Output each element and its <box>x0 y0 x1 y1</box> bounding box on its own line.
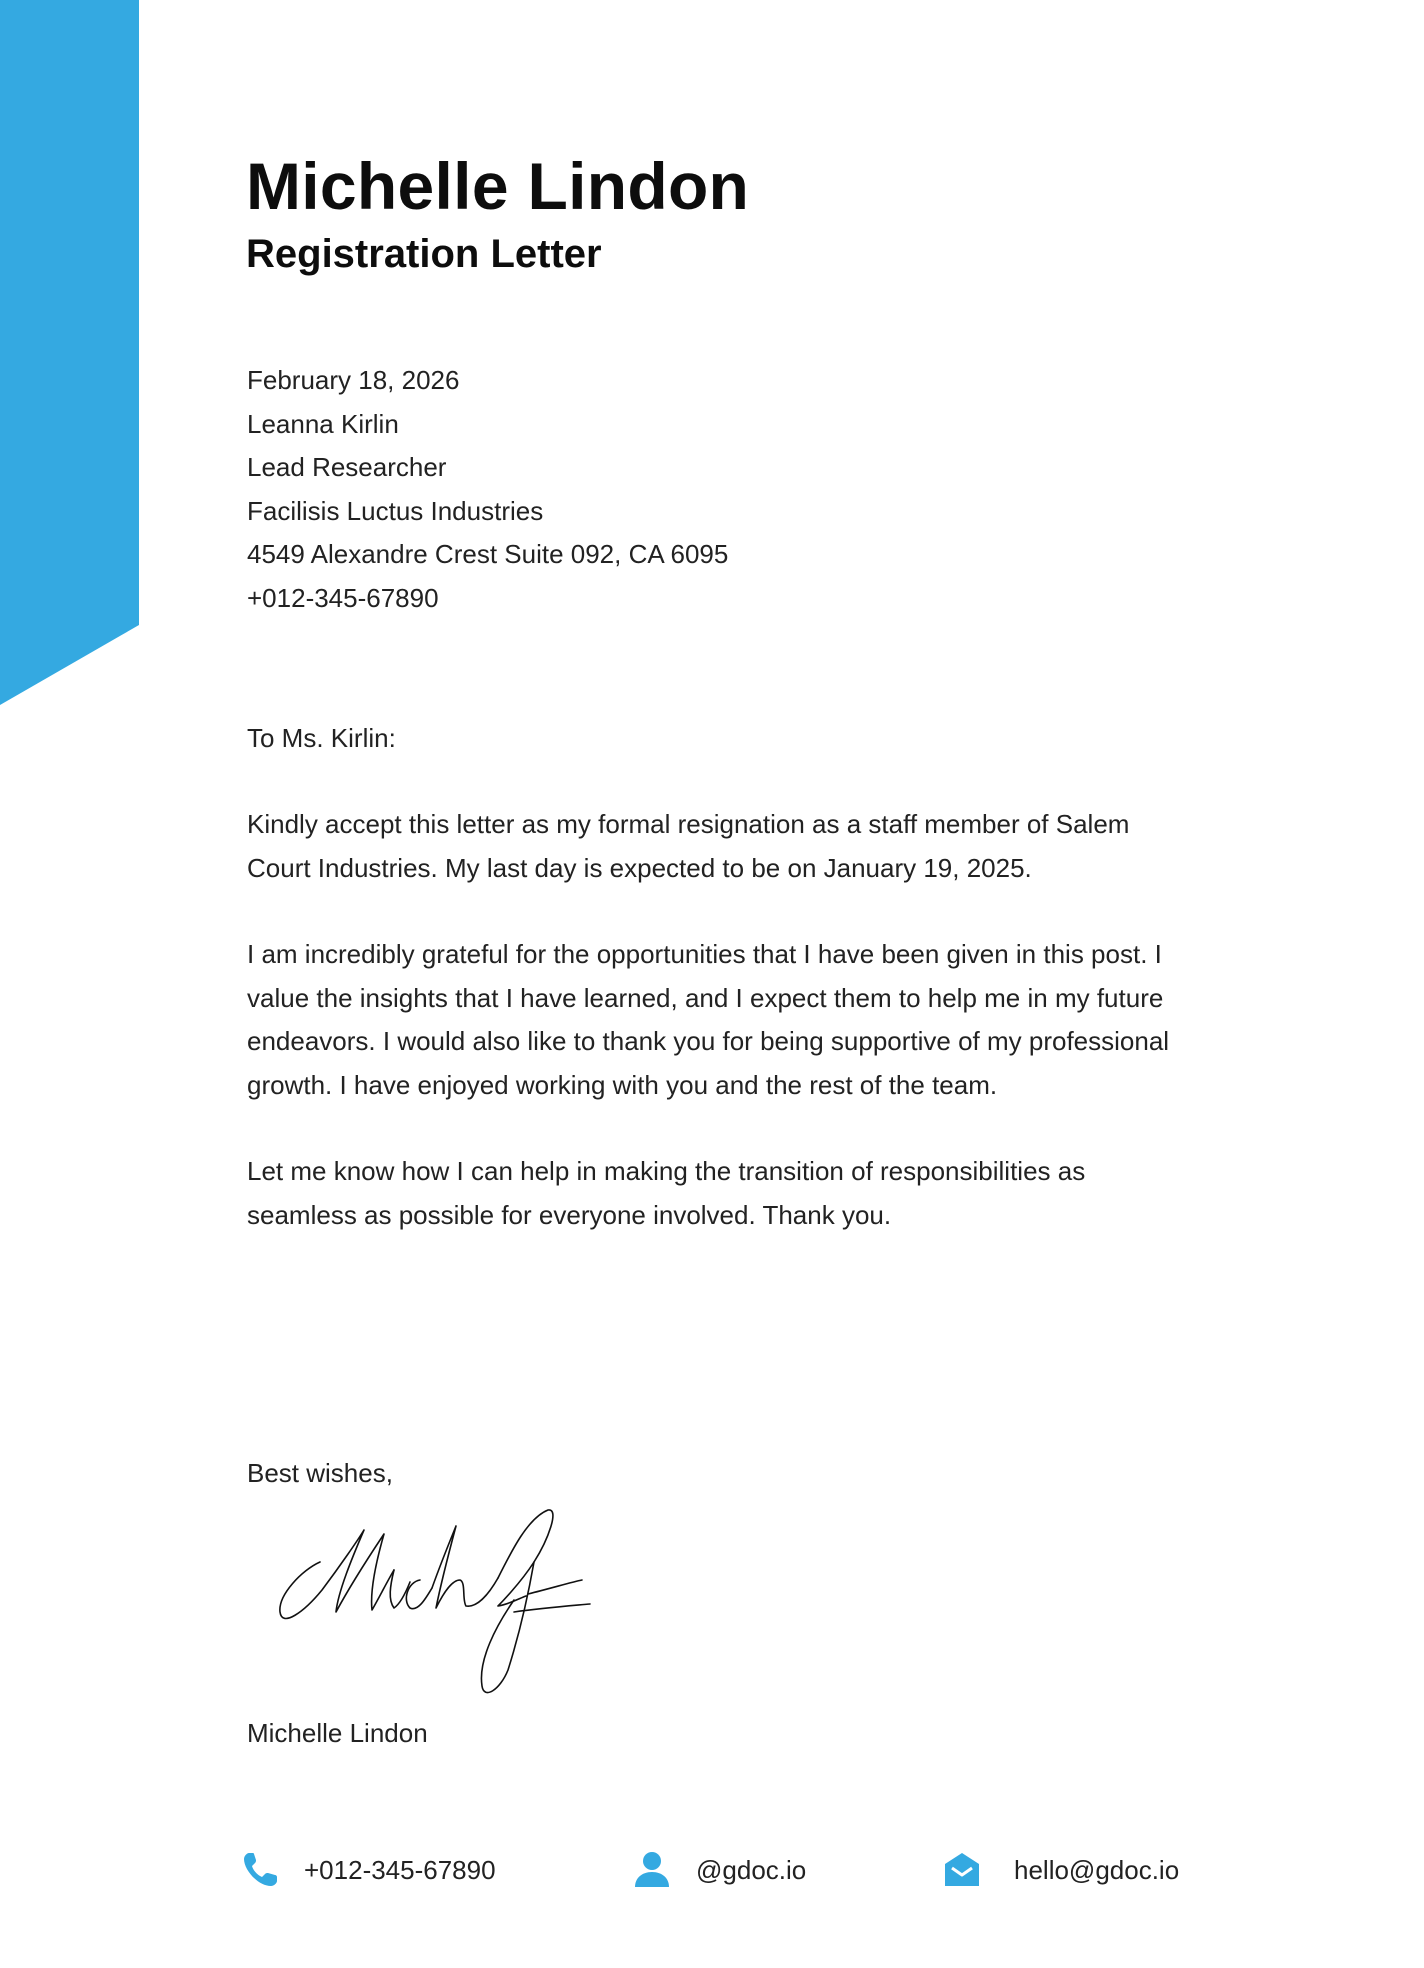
sender-name: Michelle Lindon <box>246 149 750 223</box>
side-ribbon <box>0 0 139 705</box>
salutation: To Ms. Kirlin: <box>247 723 396 753</box>
recipient-title: Lead Researcher <box>247 452 447 482</box>
contact-handle[interactable] <box>632 1840 806 1900</box>
contact-phone[interactable] <box>240 1840 496 1900</box>
letter-title: Registration Letter <box>246 232 602 276</box>
recipient-phone: +012-345-67890 <box>247 582 439 613</box>
user-icon <box>632 1850 672 1890</box>
body-paragraph: I am incredibly grateful for the opportunities that I have been given in this post. I value the insights that I have learned, and I expect them to help me in my future endeavors. I would also like to thank you for being supportive of my professional growth. I have enjoyed working with you and the rest of the team. <box>247 939 1170 1100</box>
envelope-icon <box>942 1850 982 1890</box>
handwritten-signature <box>272 1500 602 1710</box>
letter-date: February 18, 2026 <box>247 365 460 395</box>
handle-text: @gdoc.io <box>696 1854 807 1885</box>
body-paragraph: Let me know how I can help in making the transition of responsibilities as seamless as possible for everyone involved. Thank you. <box>247 1156 1086 1230</box>
letter-header <box>246 145 749 279</box>
recipient-block <box>247 359 728 620</box>
recipient-company: Facilisis Luctus Industries <box>247 495 544 526</box>
closing: Best wishes, <box>247 1458 393 1488</box>
signer-name: Michelle Lindon <box>247 1718 428 1748</box>
email-text: hello@gdoc.io <box>1014 1854 1180 1885</box>
contact-email[interactable] <box>942 1840 1179 1900</box>
phone-text: +012-345-67890 <box>304 1854 496 1885</box>
recipient-name: Leanna Kirlin <box>247 408 399 439</box>
contact-footer <box>0 1840 1424 1900</box>
body-paragraph: Kindly accept this letter as my formal resignation as a staff member of Salem Court Industries. My last day is expected to be on January 19, 2025. <box>247 809 1130 883</box>
recipient-address: 4549 Alexandre Crest Suite 092, CA 6095 <box>247 539 729 569</box>
phone-icon <box>240 1850 280 1890</box>
letter-body <box>247 803 1197 1280</box>
